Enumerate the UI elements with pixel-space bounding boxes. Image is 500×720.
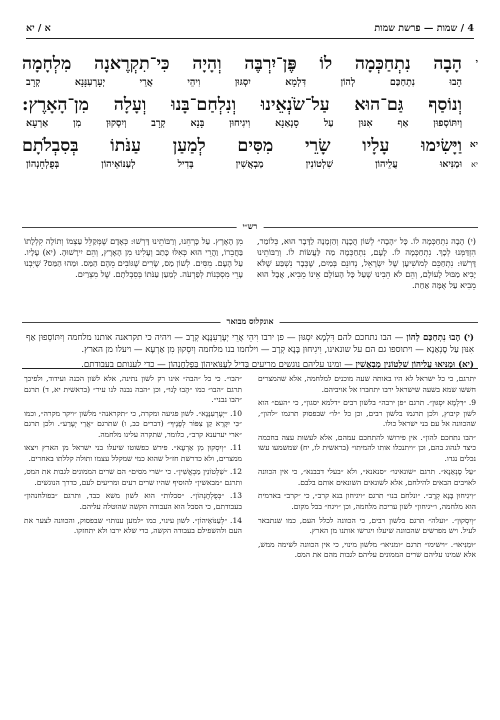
note-paragraph: 9. ״דִּלְמָא יִסְגּוּן״. תרגם ״פן ירבה״ בלשון רבים ״דלמא יסגון״, כי ״העם״ הוא לשון קיבוץ, ולכן תרגמו בלשון רבים, וכן כל ״לו״ שבפסוק תרגמו ״להון״, שהכוונה אל עם בני ישראל כולו. [258,398,476,429]
onkelos-paragraph [26,359,474,371]
notes-rule [22,368,478,369]
verse-line [22,134,478,171]
note-paragraph: 14. ״לְעַנּוֹאֵיהוֹן״. לשון עינוי, כמו ״למען ענותו״ שבפסוק, והכוונה לצער את העם ולהשפילם בעבודה הקשה, כדי שלא ירבו ולא יתחזקו. [24,515,242,536]
note-paragraph: 11. ״וְיִסְקוּן מִן אַרְעָא״. פירש כפשוטו שיעלו בני ישראל מן הארץ ויצאו ממצרים, ולא כדרשת חז״ל שהוא כמי שמקלל עצמו ותולה קללתו באחרים. [24,443,242,463]
note-paragraph: ״עַל סָנְאַנָא״. תרגם ״שונאינו״ ״סנאנא״, ולא ״בעלי דבבנא״, כי אין הכוונה לאויבים הבאים להילחם, אלא לשונאים השונאים אותם בלבם. [258,467,476,487]
footnotes [24,374,476,710]
targum-line: הָבוּ נִתְחַכַּם לְהוֹן דִּלְמָא יִסְגּוּן וִיהֵי אֲרֵי יְעָרְעִנָּנָא קְרָב [26,77,462,88]
verse-line [22,93,478,130]
verse-line [22,52,478,89]
verse-text: וַיָּשִׂימוּ עָלָיו שָׂרֵי מִסִּים לְמַעַן עַנֹּתוֹ בְּסִבְלֹתָם [22,136,462,156]
note-paragraph: 12. ״שִׁלְטוֹנִין מַבְאֲשִׁין״. כי ״שרי מסים״ הם שרים הממונים לגבות את המס, ותרגם ״מבאשין״ להוסיף שהיו שרים רעים ומריעים לעם, כדרך הנוגשים. [24,467,242,487]
onkelos-text: — ומינו עליהם נוגשים מריעים בְּדִיל לְעַנּוֹאֵיהוֹן בְּפֻלְחָנְהוֹן — כדי לענותם בעבודתם. [81,360,356,371]
header-rule [26,38,474,39]
note-paragraph: ״וּמַנִּיאוּ״. ״וישימו״ תרגם ״ומניאו״ מלשון מינוי, כי אין הכוונה לשימה ממש, אלא שמינו עליהם שרים הממונים עליהם לגבות מהם את המס. [258,539,476,560]
rashi-divider [22,221,478,233]
onkelos-divider [22,316,478,328]
chapter-ref: א / יא [26,22,51,34]
note-paragraph: 13. ״בְּפֻלְחָנְהוֹן״. ״סבלות״ הוא לשון משא כבד, ותרגם ״בפולחנהון״ בעבודתם, כי הסבל הוא העבודה הקשה שהוטלה עליהם. [24,491,242,512]
verse-text: הָבָה נִתְחַכְּמָה לוֹ פֶּן־יִרְבֶּה וְהָיָה כִּי־תִקְרֶאנָה מִלְחָמָה [22,54,462,74]
notes-column-right [258,374,476,710]
onkelos-heading: (יא) וּמַנִּיאוּ עֲלֵיהוֹן שִׁלְטוֹנִין מַבְאֲשִׁין [355,360,474,371]
rashi-column-right: (י) הָבָה נִתְחַכְּמָה לוֹ. כָּל ״הָבָה״ לְשׁוֹן הֲכָנָה וְהַזְמָנָה לַדָּבָר הוּא, כְּלוֹמַר, הִזְדַּמְּנוּ לְכָךְ. נִתְחַכְּמָה לוֹ. לָעָם, נִתְחַכְּמָה מַה לַּעֲשׂוֹת לוֹ. וְרַבּוֹתֵינוּ דָּרְשׁוּ: נִתְחַכֵּם לְמוֹשִׁיעָן שֶׁל יִשְׂרָאֵל, נְדוּנֵם בְּמַיִם, שֶׁכְּבָר נִשְׁבַּע שֶׁלֹּא יָבִיא מַבּוּל לָעוֹלָם, וְהֵם לֹא הֵבִינוּ שֶׁעַל כָּל הָעוֹלָם אֵינוֹ מֵבִיא, אֲבָל הוּא מֵבִיא עַל אֻמָּה אַחַת. [257,236,476,290]
verse-block [22,52,478,175]
targum-line: וְיִתּוֹסְפוּן אַף אִנּוּן עַל סָנְאַנָא וִיגִיחוּן בָּנָא קְרָב וְיִסְקוּן מִן אַרְעָא [26,118,462,129]
page-header [26,20,474,36]
rashi-column-left: מִן הָאָרֶץ. עַל כָּרְחֵנוּ, וְרַבּוֹתֵינוּ דָּרְשׁוּ: כְּאָדָם שֶׁמְּקַלֵּל עַצְמוֹ וְתוֹלֶה קִלְלָתוֹ בַּחֲבֵרוֹ, וַהֲרֵי הוּא כְּאִלּוּ כָּתַב וְעָלִינוּ מִן הָאָרֶץ, וְהֵם יִירָשׁוּהָ. (יא) עָלָיו. עַל הָעָם. מִסִּים. לְשׁוֹן מַס, שָׂרִים שֶׁגּוֹבִים מֵהֶם הַמַּס. וּמַהוּ הַמַּס? שֶׁיִּבְנוּ עָרֵי מִסְכְּנוֹת לְפַרְעֹה. לְמַעַן עַנֹּתוֹ בְּסִבְלֹתָם. שֶׁל מִצְרַיִם. [24,236,243,279]
note-paragraph: ״וִיגִיחוּן בָּנָא קְרָב״. ״ונלחם בנו״ תרגם ״ויגיחון בנא קרב״, כי ״קרב״ בארמית הוא מלחמה, ו״יגיחון״ לשון עריכת מלחמה, וכן ״ויגח״ בכל מקום. [258,491,476,512]
note-paragraph: ״וְיִסְקוּן״. ״ועלה״ תרגם בלשון רבים, כי הכוונה לכלל העם, כמו שנתבאר לעיל. ויש מפרשים שהכוונה שיעלו ויגרשו אותנו מן הארץ. [258,515,476,536]
note-paragraph: 10. ״יְעָרְעִנָּנָא״. לשון פגיעה ומקרה, כי ״תקראנה״ מלשון ״ויקר מקרה״, וכמו ״כִּי יִקָּרֵא קַן צִפּוֹר לְפָנֶיךָ״ (דברים כב, ו) שתרגם ״אֲרֵי יְעָרַע״. ולכן תרגם ״ארי יערענא קרב״, כלומר, שתקרה עלינו מלחמה. [24,408,242,439]
verse-number: י [475,58,478,68]
onkelos-paragraph [26,332,474,356]
note-paragraph: ״הבו״. כי כל ״הבה״ אינו רק לשון נתינה, אלא לשון הכנה ועידוד, ולפיכך תרגם ״הבו״ כמו ״הָבוּ לָנוּ״, וכן ״הבה נבנה לנו עיר״ (בראשית יא, ד) תרגם ״הבו נבני״. [24,374,242,405]
targum-verse-number: יא [471,160,478,169]
rashi-label: רש״י [237,221,264,231]
targum-line: וּמַנִּיאוּ עֲלֵיהוֹן שִׁלְטוֹנִין מַבְאֲשִׁין בְּדִיל לְעַנּוֹאֵיהוֹן בְּפֻלְחָנְהוֹן [26,159,462,170]
onkelos-heading: (י) הָבוּ נִתְחַכַּם לְהוֹן [406,333,474,343]
page-label: 4 / שמות — פרשת שמות [374,22,474,34]
onkelos-text: — הבו נתחכם להם דִּלְמָא יִסְגּוּן — פן ירבו וִיהֵי אֲרֵי יְעָרְעִנָּנָא קְרָב — ויהיה כי תקראנה אותנו מלחמה וְיִתּוֹסְפוּן אַף אִנּוּן עַל סָנְאַנָא — ויתוספו גם הם על שונאינו, וִיגִיחוּן בָּנָא קְרָב — וילחמו בנו מלחמה וְיִסְקוּן מִן אַרְעָא — ויעלו מן הארץ. [26,333,474,356]
onkelos-label: אונקלוס מבואר [221,316,280,326]
verse-number: יא [469,140,478,150]
note-paragraph: יתרגם, כי כל ישראל לא היו באותה שעה מוכנים למלחמה, אלא שהמצרים חששו שמא בשעה שישראל ירבו יתחברו אל אויביהם. [258,374,476,394]
rashi-commentary [24,236,476,312]
note-paragraph: ״הבו נתחכם להון״. אין פירושו להתחכם עמהם, אלא לעשות עצה בחכמה כיצד לנהוג בהם, וכן ״ויתנכלו אותו להמיתו״ (בראשית לז, יח) שמשמעו עשו נכלים נגדו. [258,432,476,463]
targum-row [22,159,478,171]
notes-column-left [24,374,242,710]
verse-text: וְנוֹסַף גַּם־הוּא עַל־שֹׂנְאֵינוּ וְנִלְחַם־בָּנוּ וְעָלָה מִן־הָאָרֶץ: [22,95,462,115]
